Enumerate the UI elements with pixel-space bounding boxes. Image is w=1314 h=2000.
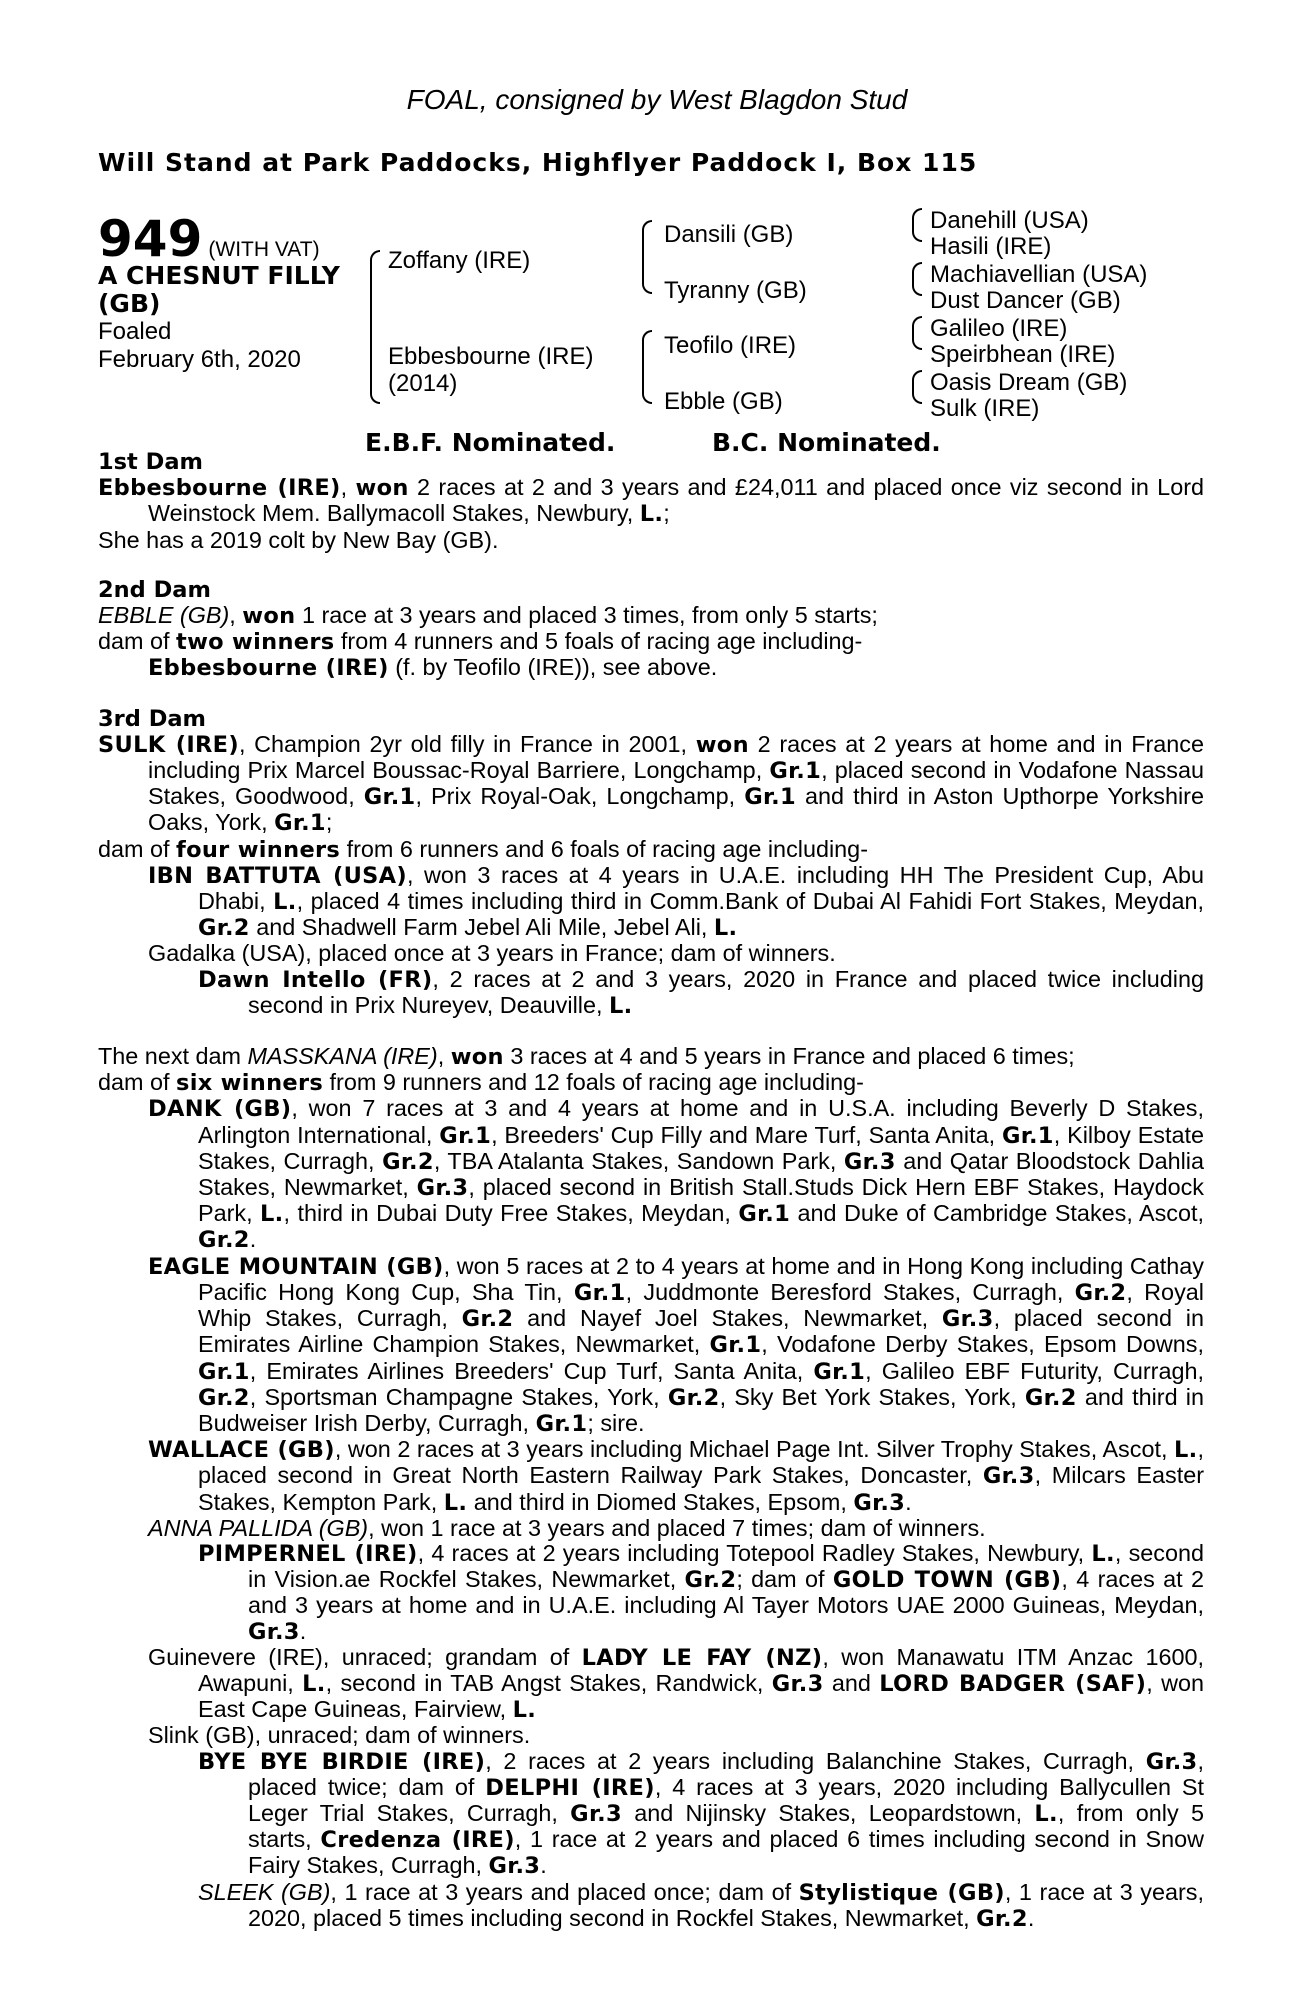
sire-dam-brace <box>370 250 380 404</box>
bc-nomination: B.C. Nominated. <box>712 428 941 457</box>
stand-location: Will Stand at Park Paddocks, Highflyer Paddock I, Box 115 <box>98 148 978 177</box>
gen3-3: Machiavellian (USA) <box>930 261 1148 288</box>
dam-dam: Ebble (GB) <box>664 388 783 415</box>
progeny-dawn-intello: Dawn Intello (FR), 2 races at 2 and 3 years, 2020 in France and placed twice including second in Prix Nureyev, Deauville, L. <box>198 965 1205 1019</box>
ebf-nomination: E.B.F. Nominated. <box>365 428 616 457</box>
third-dam-produce: dam of four winners from 6 runners and 6 foals of racing age including- <box>98 835 868 863</box>
lot-number: 949 <box>98 210 203 268</box>
gen3-brace-1 <box>912 208 922 242</box>
first-dam-record: Ebbesbourne (IRE), won 2 races at 2 and 3 years and £24,011 and placed once viz second in Lord Weinstock Mem. Ballymacoll Stakes, Newbury, L.; <box>98 474 1205 528</box>
gen3-4: Dust Dancer (GB) <box>930 287 1121 314</box>
next-dam-produce: dam of six winners from 9 runners and 12 foals of racing age including- <box>98 1069 864 1097</box>
progeny-gadalka: Gadalka (USA), placed once at 3 years in France; dam of winners. <box>148 940 836 967</box>
third-dam-heading: 3rd Dam <box>98 705 206 732</box>
dam: Ebbesbourne (IRE) <box>388 343 594 370</box>
sire-brace <box>642 220 652 294</box>
progeny-dank: DANK (GB), won 7 races at 3 and 4 years at home and in U.S.A. including Beverly D Stakes, Arlington International, Gr.1, Breeders' Cup Filly and Mare Turf, Santa Anita, Gr.1, Kilboy Estate Stakes, Curragh, Gr.2, TBA Atalanta Stakes, Sandown Park, Gr.3 and Qatar Bloodstock Dahlia Stakes, Newmarket, Gr.3, placed second in British Stall.Studs Dick Hern EBF Stakes, Haydock Park, L., third in Dubai Duty Free Stakes, Meydan, Gr.1 and Duke of Cambridge Stakes, Ascot, Gr.2. <box>148 1095 1205 1254</box>
third-dam-record: SULK (IRE), Champion 2yr old filly in France in 2001, won 2 races at 2 years at home and in France including Prix Marcel Boussac-Royal Barriere, Longchamp, Gr.1, placed second in Vodafone Nassau Stakes, Goodwood, Gr.1, Prix Royal-Oak, Longchamp, Gr.1 and third in Aston Upthorpe Yorkshire Oaks, York, Gr.1; <box>98 730 1204 837</box>
gen3-5: Galileo (IRE) <box>930 315 1068 342</box>
foaled-label: Foaled <box>98 318 172 345</box>
sire-sire: Dansili (GB) <box>664 221 794 248</box>
dam-sire: Teofilo (IRE) <box>664 332 797 359</box>
page-title: FOAL, consigned by West Blagdon Stud <box>406 84 908 115</box>
gen3-2: Hasili (IRE) <box>930 233 1052 260</box>
progeny-guinevere: Guinevere (IRE), unraced; grandam of LADY LE FAY (NZ), won Manawatu ITM Anzac 1600, Awapuni, L., second in TAB Angst Stakes, Randwick, Gr.3 and LORD BADGER (SAF), won East Cape Guineas, Fairview, L. <box>148 1643 1204 1724</box>
gen3-brace-3 <box>912 316 922 350</box>
lot-block <box>98 210 320 268</box>
dam-brace <box>642 330 652 404</box>
progeny-bye-bye-birdie: BYE BYE BIRDIE (IRE), 2 races at 2 years including Balanchine Stakes, Curragh, Gr.3, placed twice; dam of DELPHI (IRE), 4 races at 3 years, 2020 including Ballycullen St Leger Trial Stakes, Curragh, Gr.3 and Nijinsky Stakes, Leopardstown, L., from only 5 starts, Credenza (IRE), 1 race at 2 years and placed 6 times including second in Snow Fairy Stakes, Curragh, Gr.3. <box>198 1747 1204 1880</box>
second-dam-record: EBBLE (GB), won 1 race at 3 years and placed 3 times, from only 5 starts; <box>98 602 878 630</box>
pedigree-notes <box>98 450 1204 1932</box>
progeny-wallace: WALLACE (GB), won 2 races at 3 years including Michael Page Int. Silver Trophy Stakes, Ascot, L., placed second in Great North Eastern Railway Park Stakes, Doncaster, Gr.3, Milcars Easter Stakes, Kempton Park, L. and third in Diomed Stakes, Epsom, Gr.3. <box>148 1436 1204 1516</box>
foaled-info <box>98 318 301 374</box>
progeny-ibn-battuta: IBN BATTUTA (USA), won 3 races at 4 years in U.A.E. including HH The President Cup, Abu Dhabi, L., placed 4 times including third in Comm.Bank of Dubai Al Fahidi Fort Stakes, Meydan, Gr.2 and Shadwell Farm Jebel Ali Mile, Jebel Ali, L. <box>148 861 1205 942</box>
gen3-6: Speirbhean (IRE) <box>930 341 1116 368</box>
dam-year: (2014) <box>388 370 458 397</box>
progeny-eagle-mountain: EAGLE MOUNTAIN (GB), won 5 races at 2 to 4 years at home and in Hong Kong including Cathay Pacific Hong Kong Cup, Sha Tin, Gr.1, Juddmonte Beresford Stakes, Curragh, Gr.2, Royal Whip Stakes, Curragh, Gr.2 and Nayef Joel Stakes, Newmarket, Gr.3, placed second in Emirates Airline Champion Stakes, Newmarket, Gr.1, Vodafone Derby Stakes, Epsom Downs, Gr.1, Emirates Airlines Breeders' Cup Turf, Santa Anita, Gr.1, Galileo EBF Futurity, Curragh, Gr.2, Sportsman Champagne Stakes, York, Gr.2, Sky Bet York Stakes, York, Gr.2 and third in Budweiser Irish Derby, Curragh, Gr.1; sire. <box>148 1252 1205 1437</box>
gen3-1: Danehill (USA) <box>930 207 1089 234</box>
sire: Zoffany (IRE) <box>388 247 531 274</box>
vat-note: (WITH VAT) <box>208 238 320 261</box>
first-dam-heading: 1st Dam <box>98 449 203 475</box>
next-dam-record: The next dam MASSKANA (IRE), won 3 races at 4 and 5 years in France and placed 6 times; <box>98 1043 1075 1071</box>
foaled-date: February 6th, 2020 <box>98 346 301 373</box>
first-dam-foal: She has a 2019 colt by New Bay (GB). <box>98 526 499 553</box>
gen3-brace-4 <box>912 370 922 404</box>
second-dam-progeny: Ebbesbourne (IRE) (f. by Teofilo (IRE)), see above. <box>148 654 718 682</box>
progeny-pimpernel: PIMPERNEL (IRE), 4 races at 2 years including Totepool Radley Stakes, Newbury, L., second in Vision.ae Rockfel Stakes, Newmarket, Gr.2; dam of GOLD TOWN (GB), 4 races at 2 and 3 years at home and in U.A.E. including Al Tayer Motors UAE 2000 Guineas, Meydan, Gr.3. <box>198 1539 1204 1645</box>
gen3-7: Oasis Dream (GB) <box>930 369 1128 396</box>
progeny-sleek: SLEEK (GB), 1 race at 3 years and placed once; dam of Stylistique (GB), 1 race at 3 years, 2020, placed 5 times including second in Rockfel Stakes, Newmarket, Gr.2. <box>198 1878 1204 1932</box>
second-dam-produce: dam of two winners from 4 runners and 5 foals of racing age including- <box>98 628 863 656</box>
sire-dam: Tyranny (GB) <box>664 277 807 304</box>
second-dam-heading: 2nd Dam <box>98 576 211 603</box>
gen3-brace-2 <box>912 262 922 296</box>
progeny-anna-pallida: ANNA PALLIDA (GB), won 1 race at 3 years and placed 7 times; dam of winners. <box>148 1514 986 1541</box>
gen3-8: Sulk (IRE) <box>930 395 1040 422</box>
progeny-slink: Slink (GB), unraced; dam of winners. <box>148 1722 531 1749</box>
lot-description: A CHESNUT FILLY (GB) <box>98 261 340 318</box>
